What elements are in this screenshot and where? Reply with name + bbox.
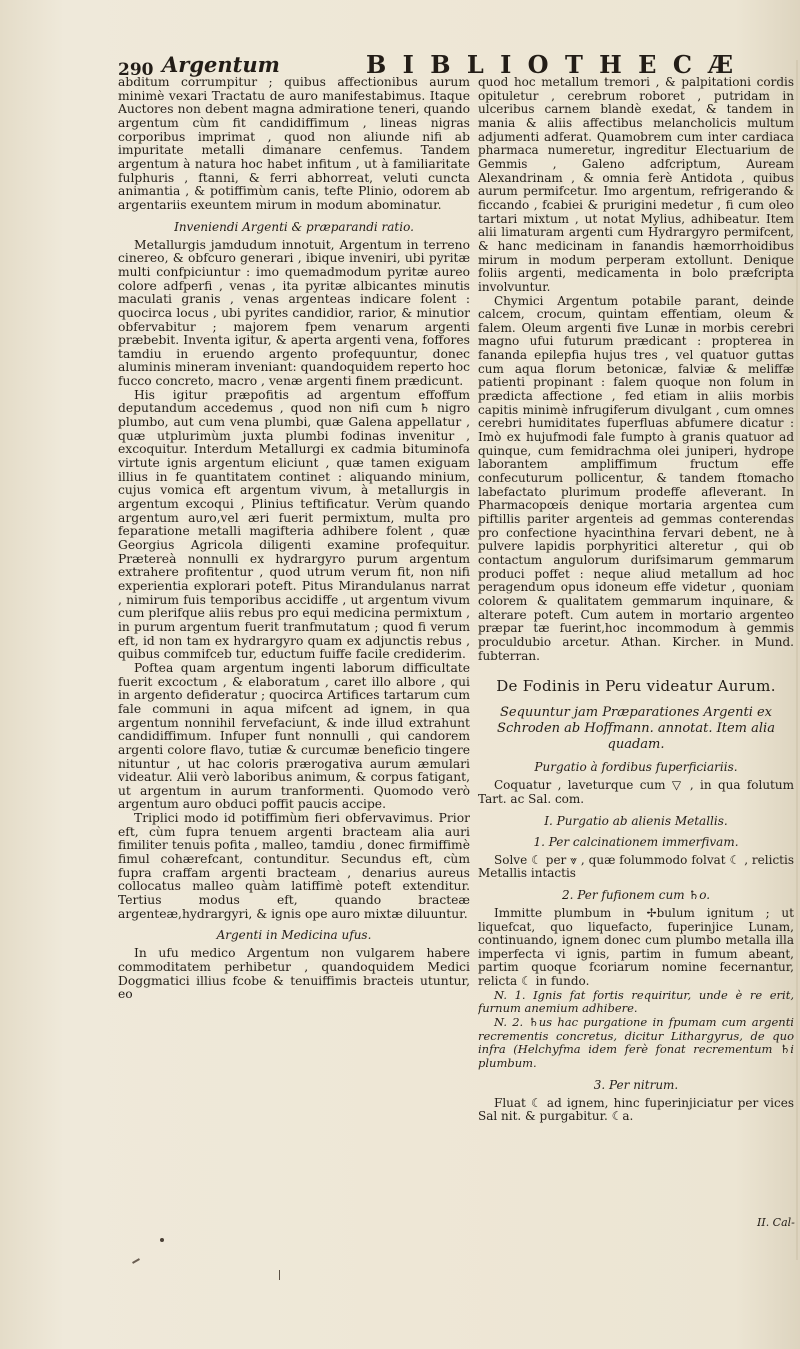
running-word: Argentum <box>162 52 280 77</box>
heading-calcinatio: 1. Per calcinationem immerfivam. <box>533 834 739 849</box>
heading-purgatio: Purgatio à fordibus fuperficiariis. <box>534 760 738 775</box>
heading-peru: De Fodinis in Peru videatur Aurum. <box>496 677 776 696</box>
right-paragraph-6: Fluat ☾ ad ignem, hinc fuperinjiciatur per vices Sal nit. & purgabitur. ☾a. <box>478 1095 794 1124</box>
right-paragraph-2: Chymici Argentum potabile parant, deinde calcem, crocum, quintam effentiam, oleum & falem. Oleum argenti five Lunæ in morbis cerebri magno ufui futurum prædicant : propterea in fananda epilepfia hujus tres , vel quatuor guttas cum aqua florum betonicæ, falviæ & meliffæ patienti propinant : falem quoque non folum in prædicta affectione , fed etiam in aliis morbis capitis minimè infrugiferum divulgant , cum omnes cerebri humiditates fuperfluas abfumere dicatur : Imò ex hujufmodi fale fumpto à granis quatuor ad quinque, cum femidrachma olei juniperi, hydrope laborantem ampliffimum fructum effe confecuturum pollicentur, & tandem ftomacho labefactato plurimum prodeffe afleverant. In Pharmacopœis denique mortaria argentea cum piftillis pariter argenteis ad gemmas conterendas pro confectione hyacinthina fervari debent, ne à pulvere lapidis porphyritici alteretur , qui ob contactum angulorum durifsimarum gemmarum produci poffet : neque aliud metallum ad hoc peragendum opus idoneum effe videtur , quoniam colorem & qualitatem gemmarum inquinare, & alterare poteft. Cum autem in mortario argenteo præpar tæ fuerint,hoc incommodum à gemmis proculdubio arcetur. Athan. Kircher. in Mund. fubterran. <box>478 293 794 663</box>
left-paragraph-2: Metallurgis jamdudum innotuit, Argentum in terreno cinereo, & obfcuro generari , ibique inveniri, ubi pyritæ multi confpiciuntur : imo quemadmodum pyritæ aureo colore adfperfi , venas , ita pyritæ albicantes minutis maculati granis , venas argenteas indicare folent : quocirca locus , ubi pyrites candidior, rarior, & minutior obfervabitur ; majorem fpem venarum argenti præbebit. Inventa igitur, & aperta argenti vena, foffores tamdiu in eruendo argento profequuntur, donec aluminis mineram inveniant: quandoquidem reperto hoc fucco concreto, macro , venæ argenti finem prædicunt. <box>118 237 470 389</box>
heading-fusio: 2. Per fufionem cum ♄o. <box>561 887 711 902</box>
heading-nitrum: 3. Per nitrum. <box>593 1077 679 1092</box>
page-edge-shadow <box>796 60 798 1260</box>
running-title: B I B L I O T H E C Æ <box>366 50 738 79</box>
left-paragraph-1: abditum corrumpitur ; quibus affectionibus aurum minimè vexari Tractatu de auro manifestabimus. Itaque Auctores non debent magna admiratione teneri, quando argentum cùm fit candidiffimum , lineas nigras corporibus imprimat , quod non aliunde nifi ab impuritate metalli dimanare cenfemus. Tandem argentum à natura hoc habet infitum , ut à familiaritate fulphuris , ftanni, & ferri abhorreat, veluti cuncta animantia , & potiffimùm canis, tefte Plinio, odorem ab argentariis exeuntem mirum in modum abominatur. <box>118 76 470 212</box>
right-paragraph-1: quod hoc metallum tremori , & palpitationi cordis opituletur , cerebrum roboret , putridam in ulceribus carnem blandè exedat, & tandem in mania & aliis affectibus melancholicis multum adjumenti adferat. Quamobrem cum inter cardiaca pharmaca numeretur, ingreditur Electuarium de Gemmis , Galeno adfcriptum, Auream Alexandrinam , & omnia ferè Antidota , quibus aurum permifcetur. Imo argentum, refrigerando & ficcando , fcabiei & prurigini medetur , fi cum oleo tartari mixtum , ut notat Mylius, adhibeatur. Item alii limaturam argenti cum Hydrargyro permifcent, & hanc medicinam in fanandis hæmorrhoidibus mirum in modum perperam extollunt. Denique foliis argenti, medicamenta in bolo præfcripta involvuntur. <box>478 76 794 294</box>
left-column <box>118 76 470 1151</box>
left-paragraph-3: His igitur præpofitis ad argentum effoffum deputandum accedemus , quod non nifi cum ♄ nigro plumbo, aut cum vena plumbi, quæ Galena appellatur , quæ utplurimùm juxta plumbi fodinas invenitur , excoquitur. Interdum Metallurgi ex cadmia bituminofa virtute ignis argentum eliciunt , quæ tamen exiguam illius in fe quantitatem continet : aliquando minium, cujus vomica eft argentum vivum, à metallurgis in argentum excoqui , Plinius teftificatur. Verùm quando argentum auro,vel æri fuerit permixtum, multa pro feparatione metalli magifteria adhibere folent , quæ Georgius Agricola diligenti examine profequitur. Prætereà nonnulli ex hydrargyro purum argentum extrahere profitentur , quod utrum verum fit, non nifi experientia explorari poteft. Pitus Mirandulanus narrat , nimirum fuis temporibus accidiffe , ut argentum vivum cum plerifque aliis rebus pro equi medicina permixtum , in purum argentum fuerit tranfmutatum ; quod fi verum eft, id non tam ex hydrargyro quam ex adjunctis rebus , quibus commifceb tur, eductum fuiffe facile crediderim. <box>118 387 470 662</box>
right-paragraph-3: Coquatur , laveturque cum ▽ , in qua folutum Tart. ac Sal. com. <box>478 778 794 806</box>
section-heading-medicina: Argenti in Medicina ufus. <box>216 928 372 943</box>
right-column <box>478 76 794 1191</box>
ink-speck <box>160 1238 164 1242</box>
left-paragraph-6: In ufu medico Argentum non vulgarem habere commoditatem perhibetur , quandoquidem Medici Doggmatici illius fcobe & tenuiffimis bracteis utuntur, eo <box>118 946 470 1002</box>
right-paragraph-4: Solve ☾ per ⩔ , quæ folummodo folvat ☾ , relictis Metallis intactis <box>478 852 794 881</box>
ink-mark <box>279 1270 280 1280</box>
note-1: N. 1. Ignis fat fortis requiritur, unde è re erit, furnum anemium adhibere. <box>478 987 794 1016</box>
page-number: 290 <box>118 60 154 80</box>
note-2: N. 2. ♄us hac purgatione in fpumam cum argenti recrementis concretus, dicitur Lithargyrus, de quo infra (Helchyfma idem ferè fonat recrementum ♄i plumbum. <box>478 1015 794 1071</box>
left-paragraph-5: Triplici modo id potiffimùm fieri obfervavimus. Prior eft, cùm fupra tenuem argenti bracteam alia auri fimiliter tenuis pofita , malleo, tamdiu , donec firmiffimè fimul cohærefcant, contunditur. Secundus eft, cùm fupra craffam argenti bracteam , denarius aureus collocatus malleo quàm latiffimè poteft extenditur. Tertius modus eft, quando bracteæ argenteæ,hydrargyri, & ignis ope auro mixtæ diluuntur. <box>118 811 470 921</box>
subheading-schroder: Sequuntur jam Præparationes Argenti ex Schroden ab Hoffmann. annotat. Item alia quadam. <box>497 705 775 753</box>
section-heading-inveniendi: Inveniendi Argenti & præparandi ratio. <box>174 219 414 234</box>
right-paragraph-5: Immitte plumbum in ✢bulum ignitum ; ut liquefcat, quo liquefacto, fuperinjice Lunam, continuando, ignem donec cum plumbo metalla illa imperfecta vi ignis, partim in fumum abeant, partim quoque fcoriarum nomine fecernantur, relicta ☾ in fundo. <box>478 905 794 989</box>
left-paragraph-4: Poftea quam argentum ingenti laborum difficultate fuerit excoctum , & elaboratum , caret illo albore , qui in argento defideratur ; quocirca Artifices tartarum cum fale communi in aqua mifcent ad ignem, in qua argentum nonnihil fervefaciunt, & inde illud extrahunt candidiffimum. Infuper funt nonnulli , qui candorem argenti colore flavo, tutiæ & curcumæ beneficio tingere nituntur , ut hac coloris prærogativa aurum æmulari videatur. Alii verò laboribus animum, & corpus fatigant, ut argentum in aurum tranformenti. Quomodo verò argentum auro obduci poffit paucis accipe. <box>118 660 470 812</box>
catchword: II. Cal- <box>757 1216 795 1229</box>
ink-scratch <box>132 1258 140 1264</box>
heading-purgatio-metallis: I. Purgatio ab alienis Metallis. <box>544 813 728 828</box>
